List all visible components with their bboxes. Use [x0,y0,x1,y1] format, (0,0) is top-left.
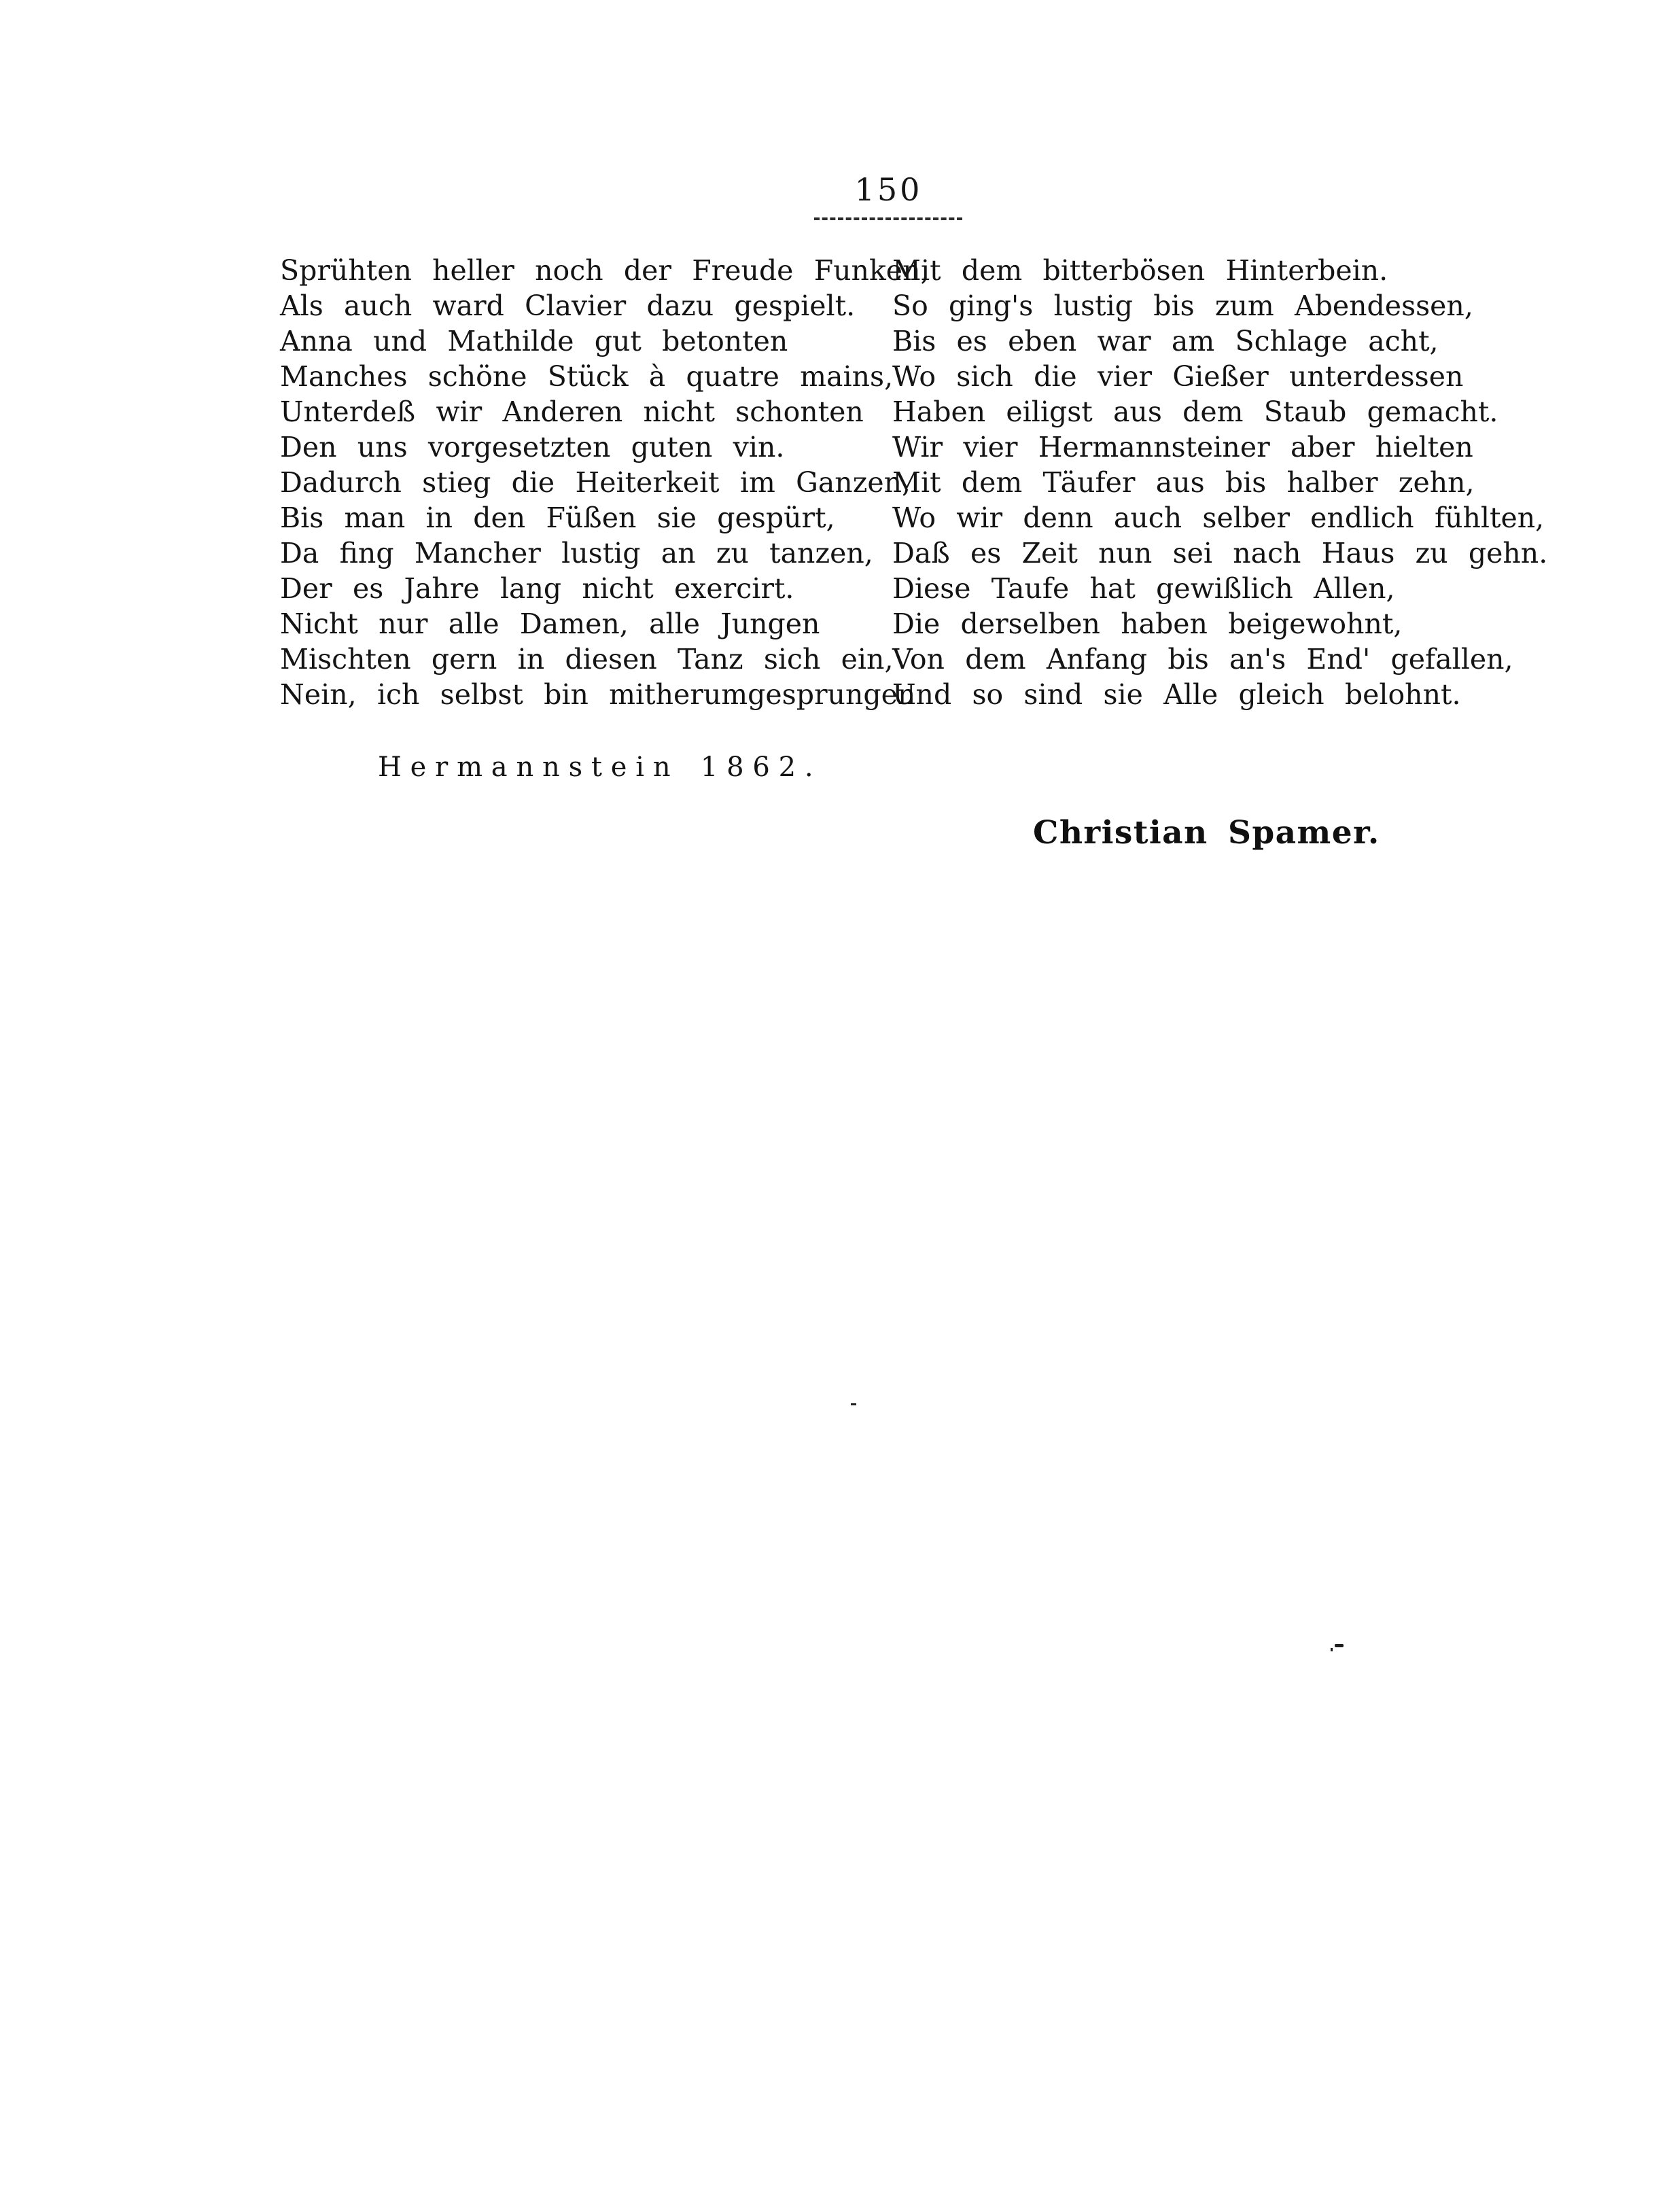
author-signature: Christian Spamer. [1033,814,1380,852]
poem-line: Von dem Anfang bis an's End' gefallen, [892,643,1513,675]
poem-line: Anna und Mathilde gut betonten [280,325,788,357]
poem-dateline: Hermannstein 1862. [378,752,822,783]
poem-line: Den uns vorgesetzten guten vin. [280,431,785,463]
poem-line: So ging's lustig bis zum Abendessen, [892,289,1473,322]
ink-speck [1335,1644,1344,1647]
poem-line: Bis es eben war am Schlage acht, [892,325,1439,357]
poem-line: Manches schöne Stück à quatre mains, [280,360,894,393]
poem-line: Wir vier Hermannsteiner aber hielten [892,431,1473,463]
page-number-rule [814,217,962,220]
poem-line: Nicht nur alle Damen, alle Jungen [280,608,820,640]
poem-column-left [280,253,930,712]
poem-line: Haben eiligst aus dem Staub gemacht. [892,396,1498,428]
poem-line: Mischten gern in diesen Tanz sich ein, [280,643,894,675]
poem-line: Wo wir denn auch selber endlich fühlten, [892,502,1545,534]
poem-line: Dadurch stieg die Heiterkeit im Ganzen, [280,466,911,499]
poem-line: Und so sind sie Alle gleich belohnt. [892,678,1461,711]
poem-line: Diese Taufe hat gewißlich Allen, [892,572,1395,605]
poem-line: Mit dem Täufer aus bis halber zehn, [892,466,1475,499]
poem-line: Bis man in den Füßen sie gespürt, [280,502,835,534]
poem-line: Unterdeß wir Anderen nicht schonten [280,396,864,428]
poem-line: Wo sich die vier Gießer unterdessen [892,360,1464,393]
page-number: 150 [854,171,923,208]
poem-line: Nein, ich selbst bin mitherumgesprungen [280,678,916,711]
poem-line: Mit dem bitterbösen Hinterbein. [892,254,1388,287]
poem-line: Die derselben haben beigewohnt, [892,608,1403,640]
poem-line: Als auch ward Clavier dazu gespielt. [280,289,856,322]
ink-speck [851,1403,856,1405]
poem-line: Da fing Mancher lustig an zu tanzen, [280,537,873,569]
ink-speck [1331,1648,1333,1651]
poem-line: Sprühten heller noch der Freude Funken, [280,254,930,287]
poem-line: Der es Jahre lang nicht exercirt. [280,572,794,605]
poem-line: Daß es Zeit nun sei nach Haus zu gehn. [892,537,1548,569]
poem-column-right [892,253,1547,712]
